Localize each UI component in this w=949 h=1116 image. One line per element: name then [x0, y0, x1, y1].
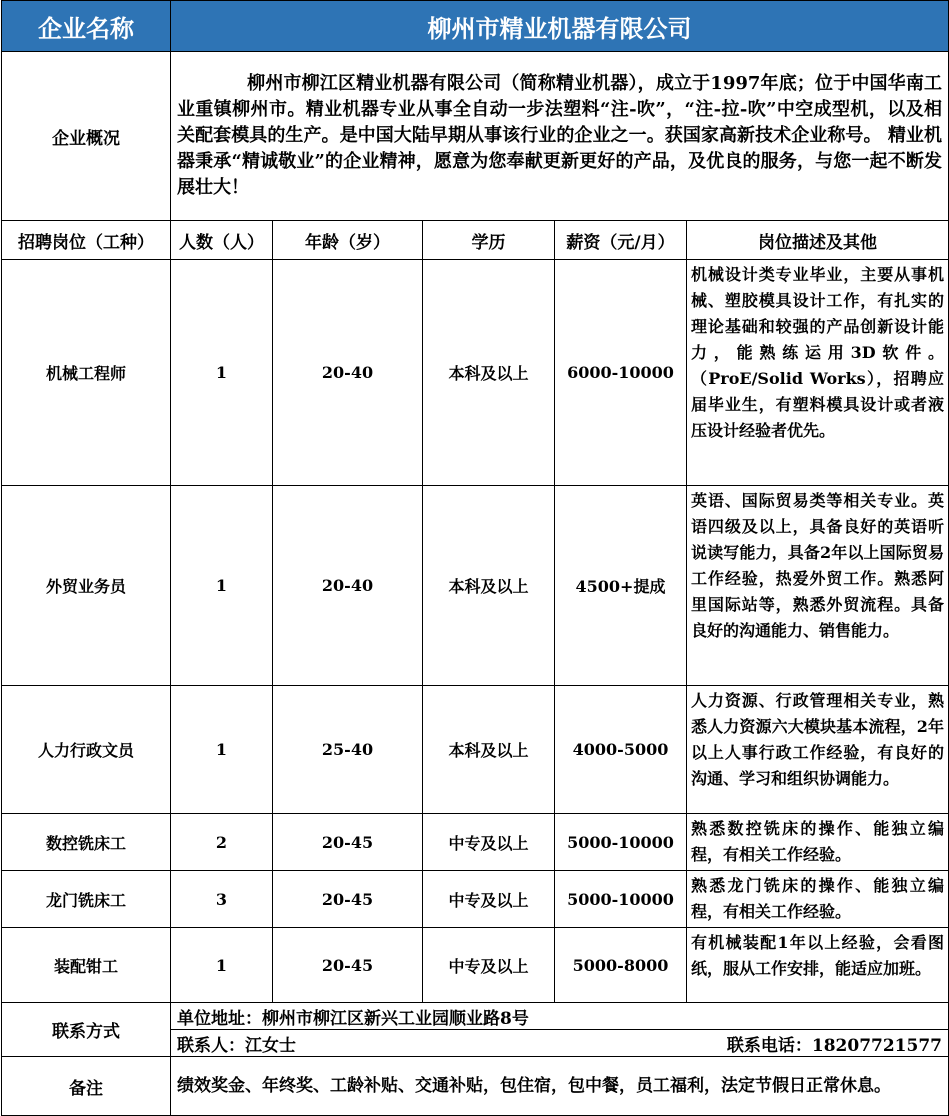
- job-salary: 4500+提成: [555, 486, 687, 686]
- job-row: [2, 928, 949, 1003]
- job-count: 1: [171, 260, 273, 486]
- job-age: 20-40: [273, 486, 423, 686]
- contact-phone: 联系电话：18207721577: [726, 1035, 942, 1056]
- job-salary: 5000-10000: [555, 871, 687, 928]
- contact-label: 联系方式: [2, 1003, 171, 1057]
- job-salary: 5000-10000: [555, 814, 687, 871]
- remarks-row: [2, 1057, 949, 1116]
- contact-person-cell: [171, 1030, 949, 1057]
- header-count: 人数（人）: [171, 221, 273, 260]
- job-age: 20-40: [273, 260, 423, 486]
- contact-line: [177, 1031, 942, 1056]
- job-description: 机械设计类专业毕业，主要从事机械、塑胶模具设计工作，有扎实的理论基础和较强的产品创新设计能力，能熟练运用3D软件。（ProE/Solid Works），招聘应届毕业生，有塑料模具设计或者液压设计经验者优先。: [687, 260, 949, 486]
- company-name: 柳州市精业机器有限公司: [171, 1, 949, 52]
- job-salary: 6000-10000: [555, 260, 687, 486]
- job-position: 人力行政文员: [2, 686, 171, 814]
- contact-person: 联系人：江女士: [177, 1035, 296, 1056]
- header-age: 年龄（岁）: [273, 221, 423, 260]
- company-overview-cell: [171, 52, 949, 221]
- job-row: [2, 486, 949, 686]
- job-row: [2, 871, 949, 928]
- company-overview-label: 企业概况: [2, 52, 171, 221]
- header-education: 学历: [423, 221, 555, 260]
- job-age: 25-40: [273, 686, 423, 814]
- job-description: 人力资源、行政管理相关专业，熟悉人力资源六大模块基本流程，2年以上人事行政工作经验，有良好的沟通、学习和组织协调能力。: [687, 686, 949, 814]
- job-education: 中专及以上: [423, 928, 555, 1003]
- job-education: 本科及以上: [423, 260, 555, 486]
- company-overview-row: [2, 52, 949, 221]
- job-description: 熟悉龙门铣床的操作、能独立编程，有相关工作经验。: [687, 871, 949, 928]
- job-row: [2, 260, 949, 486]
- job-salary: 5000-8000: [555, 928, 687, 1003]
- job-description: 英语、国际贸易类等相关专业。英语四级及以上，具备良好的英语听说读写能力，具备2年以上国际贸易工作经验，热爱外贸工作。熟悉阿里国际站等，熟悉外贸流程。具备良好的沟通能力、销售能力。: [687, 486, 949, 686]
- column-header-row: [2, 221, 949, 260]
- job-count: 1: [171, 928, 273, 1003]
- remarks-label: 备注: [2, 1057, 171, 1116]
- job-education: 本科及以上: [423, 686, 555, 814]
- job-row: [2, 686, 949, 814]
- header-salary: 薪资（元/月）: [555, 221, 687, 260]
- job-age: 20-45: [273, 814, 423, 871]
- company-overview-text: 柳州市柳江区精业机器有限公司（简称精业机器），成立于1997年底；位于中国华南工业重镇柳州市。精业机器专业从事全自动一步法塑料“注-吹”，“注-拉-吹”中空成型机，以及相关配套模具的生产。是中国大陆早期从事该行业的企业之一。获国家高新技术企业称号。 精业机器秉承“精诚敬业”的企业精神，愿意为您奉献更新更好的产品，及优良的服务，与您一起不断发展壮大！: [177, 73, 942, 198]
- job-position: 装配钳工: [2, 928, 171, 1003]
- job-row: [2, 814, 949, 871]
- job-position: 机械工程师: [2, 260, 171, 486]
- job-description: 熟悉数控铣床的操作、能独立编程，有相关工作经验。: [687, 814, 949, 871]
- job-education: 本科及以上: [423, 486, 555, 686]
- job-age: 20-45: [273, 871, 423, 928]
- company-name-row: [2, 1, 949, 52]
- job-age: 20-45: [273, 928, 423, 1003]
- job-salary: 4000-5000: [555, 686, 687, 814]
- job-education: 中专及以上: [423, 814, 555, 871]
- contact-address: 单位地址：柳州市柳江区新兴工业园顺业路8号: [171, 1003, 949, 1030]
- job-education: 中专及以上: [423, 871, 555, 928]
- job-count: 3: [171, 871, 273, 928]
- recruitment-table: [1, 0, 949, 1116]
- header-description: 岗位描述及其他: [687, 221, 949, 260]
- job-position: 龙门铣床工: [2, 871, 171, 928]
- job-count: 2: [171, 814, 273, 871]
- contact-address-row: [2, 1003, 949, 1030]
- company-name-label: 企业名称: [2, 1, 171, 52]
- job-count: 1: [171, 686, 273, 814]
- job-position: 外贸业务员: [2, 486, 171, 686]
- job-count: 1: [171, 486, 273, 686]
- job-description: 有机械装配1年以上经验，会看图纸，服从工作安排，能适应加班。: [687, 928, 949, 1003]
- header-position: 招聘岗位（工种）: [2, 221, 171, 260]
- remarks-text: 绩效奖金、年终奖、工龄补贴、交通补贴，包住宿，包中餐，员工福利，法定节假日正常休息。: [171, 1057, 949, 1116]
- job-position: 数控铣床工: [2, 814, 171, 871]
